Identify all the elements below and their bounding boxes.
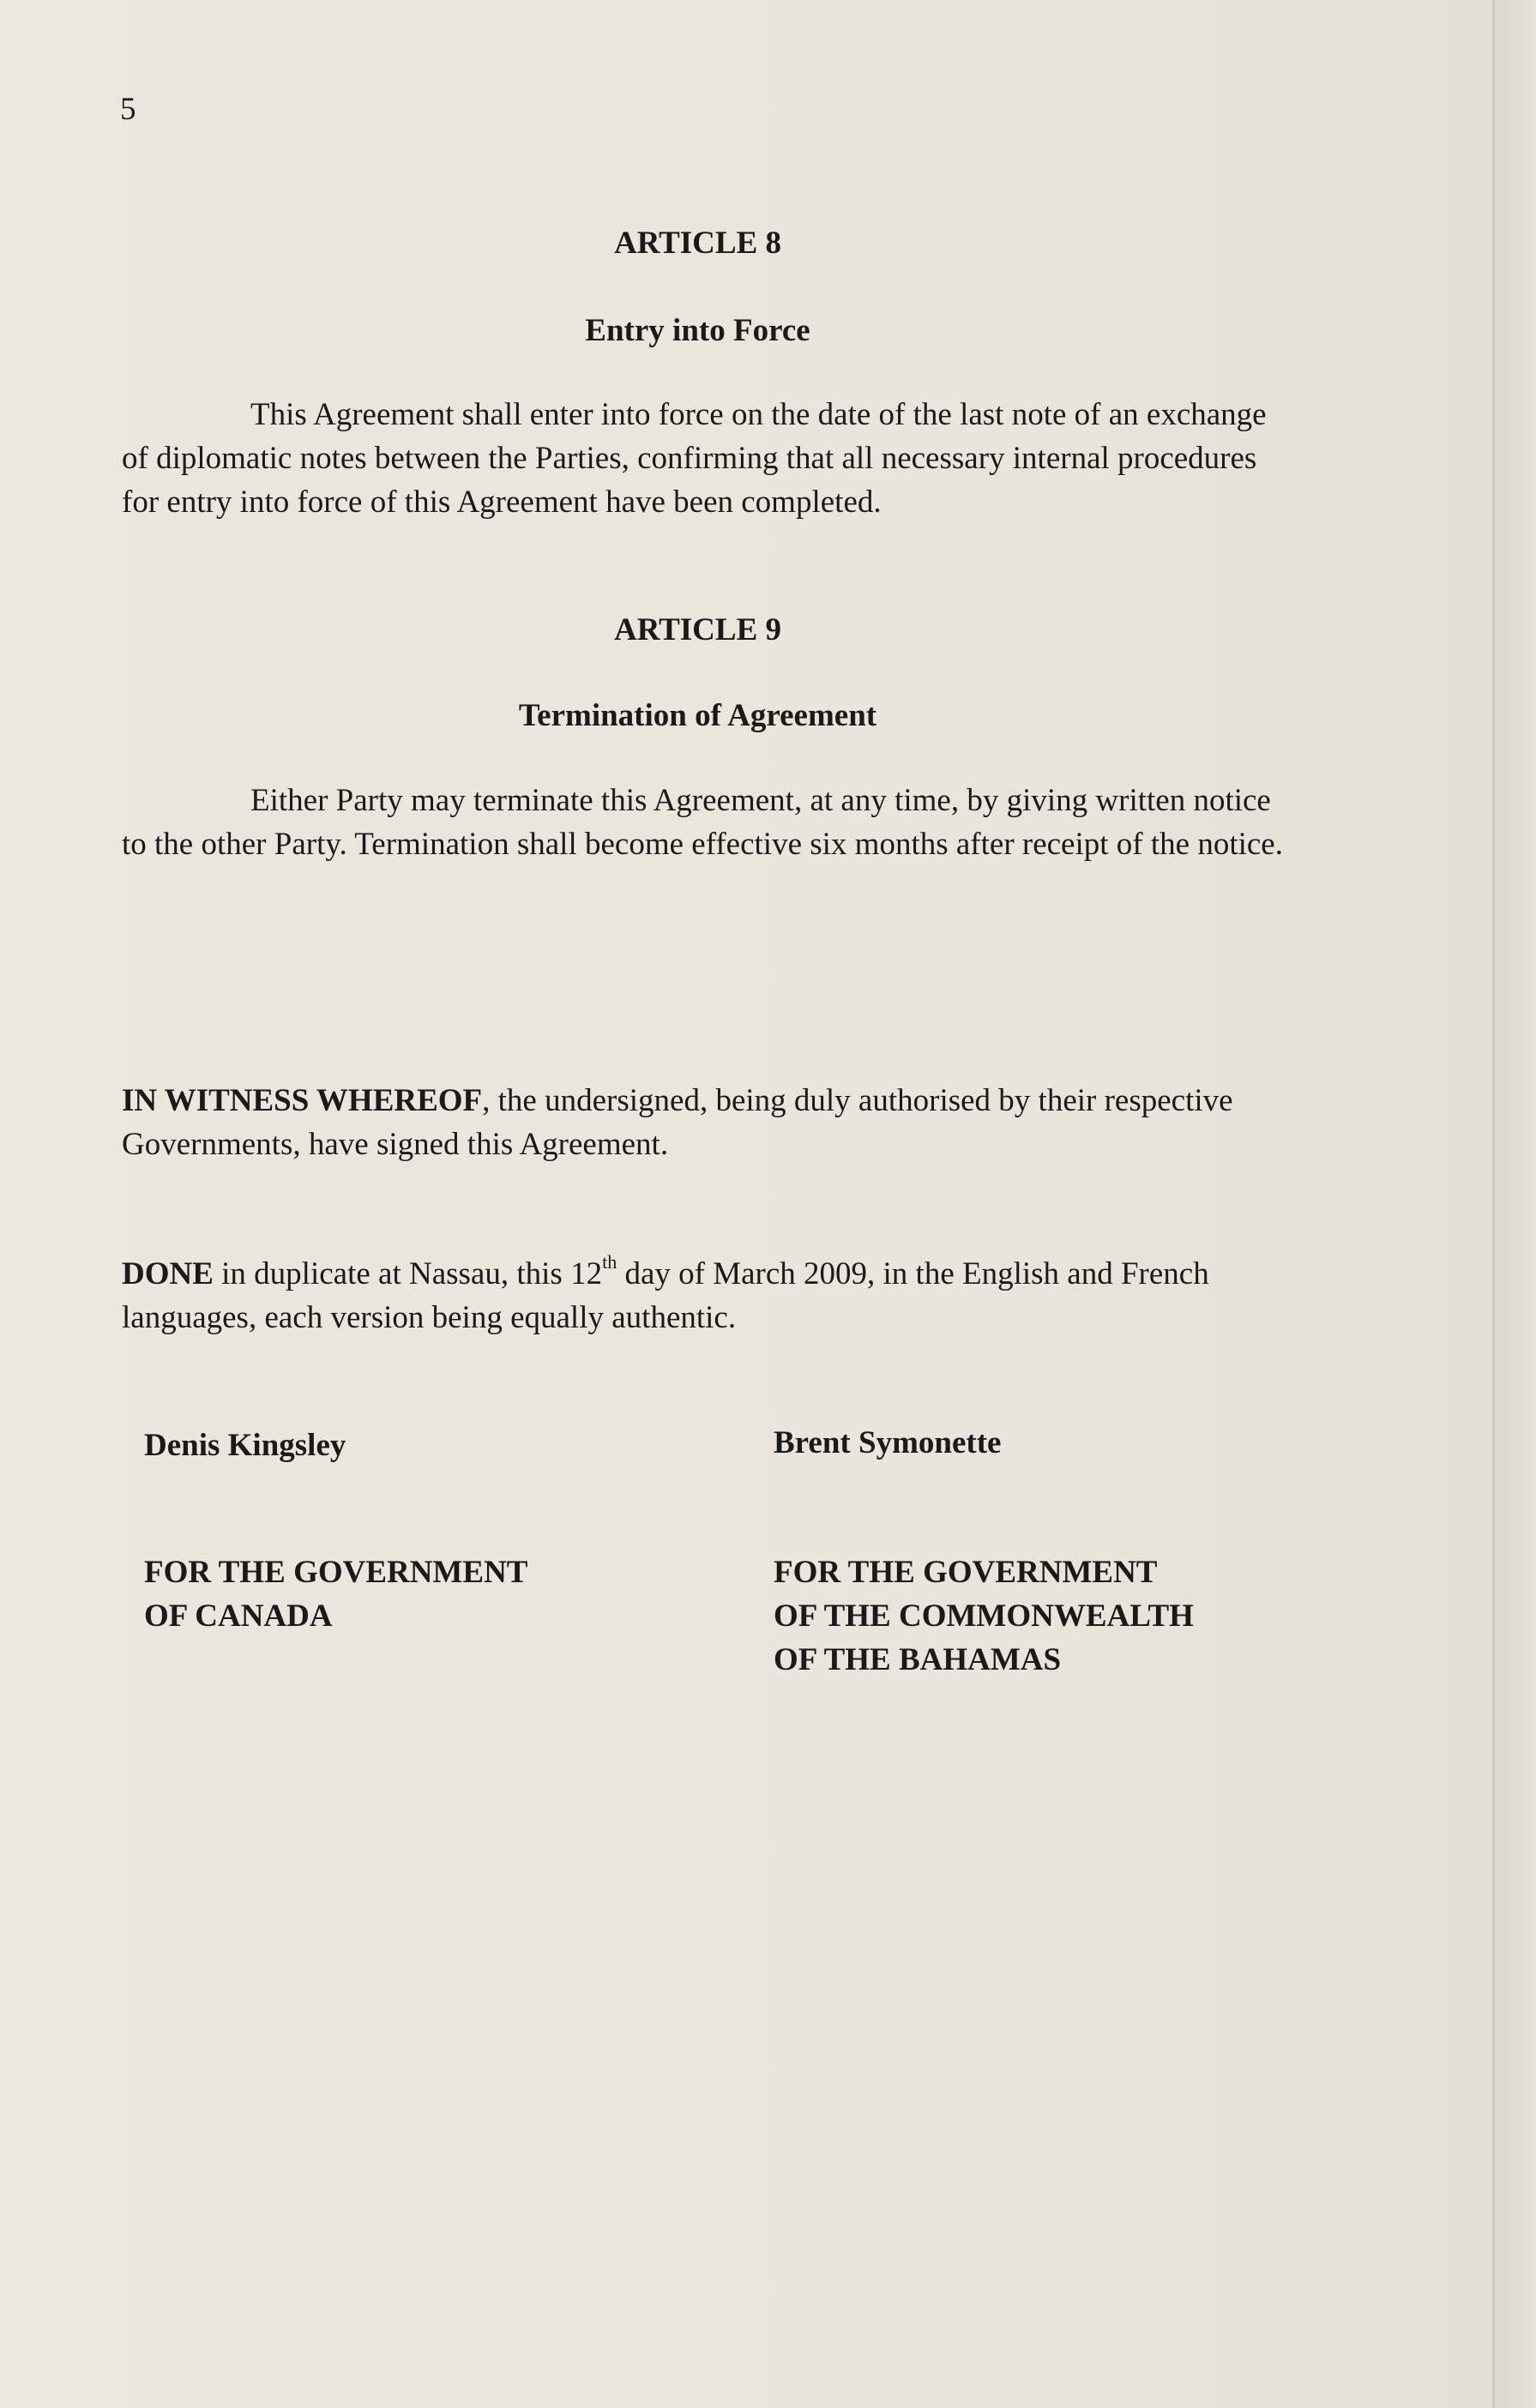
done-superscript: th <box>602 1251 617 1273</box>
done-clause <box>122 1252 1297 1339</box>
witness-text: , the undersigned, being duly authorised by their respective Governments, have signed this Agreement. <box>122 1083 1233 1162</box>
article-9-heading: ARTICLE 9 <box>613 612 782 647</box>
article-8-heading: ARTICLE 8 <box>613 226 782 261</box>
signatory-left-line-2: OF CANADA <box>144 1598 333 1634</box>
signatory-right-line-2: OF THE COMMONWEALTH <box>774 1598 1194 1634</box>
signatory-right-government <box>774 1550 1194 1682</box>
article-9-subheading: Termination of Agreement <box>518 698 877 733</box>
done-text-after: day of March 2009, in the English and French languages, each version being equally authentic. <box>122 1256 1209 1335</box>
article-9-text: Either Party may terminate this Agreement, at any time, by giving written notice to the other Party. Termination shall become effective six months after receipt of the notice. <box>122 783 1283 862</box>
signatory-right-line-3: OF THE BAHAMAS <box>774 1642 1062 1677</box>
page-number: 5 <box>120 92 136 127</box>
signatory-right-line-1: FOR THE GOVERNMENT <box>774 1555 1158 1590</box>
article-8-text: This Agreement shall enter into force on the date of the last note of an exchange of diplomatic notes between the Parties, confirming that all necessary internal procedures for entry into force of this Agreement have been completed. <box>122 397 1267 520</box>
witness-lead: IN WITNESS WHEREOF <box>122 1083 483 1118</box>
article-8-subheading: Entry into Force <box>585 313 810 348</box>
done-lead: DONE <box>122 1256 214 1291</box>
witness-clause <box>122 1079 1297 1166</box>
signatory-left-government <box>144 1550 527 1638</box>
signatory-left-line-1: FOR THE GOVERNMENT <box>144 1555 528 1590</box>
signatory-right-name: Brent Symonette <box>774 1425 1002 1460</box>
signatory-left-name: Denis Kingsley <box>144 1428 346 1463</box>
page-fold-shadow <box>1495 0 1536 2408</box>
done-text-before: in duplicate at Nassau, this 12 <box>213 1256 603 1291</box>
